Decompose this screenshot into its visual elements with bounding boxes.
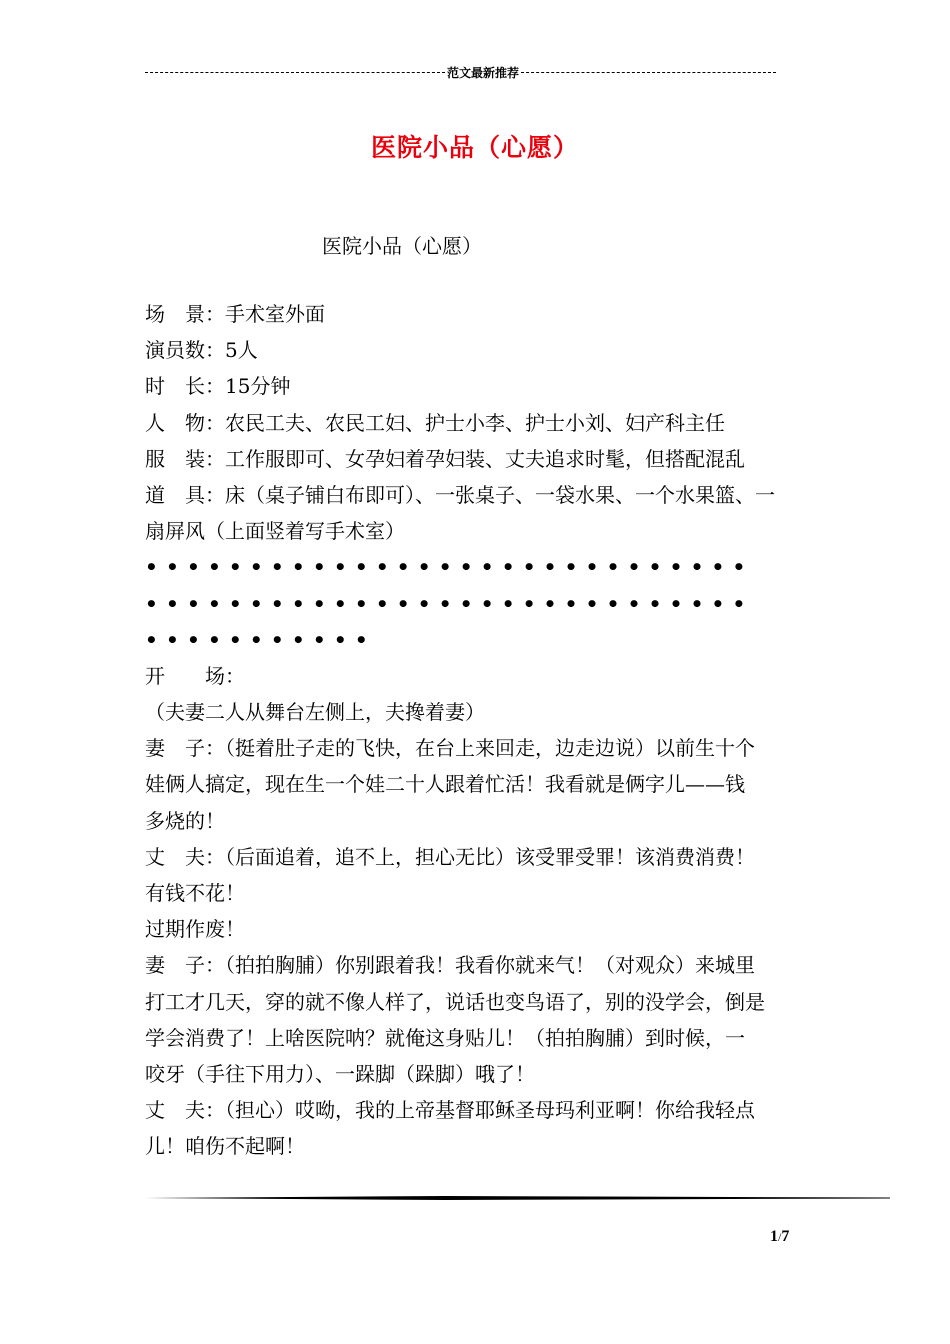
body-line: 儿！咱伤不起啊！: [145, 1134, 305, 1159]
body-line: 丈 夫：（担心）哎呦，我的上帝基督耶稣圣母玛利亚啊！你给我轻点: [145, 1098, 755, 1123]
body-line: 场 景：手术室外面: [145, 302, 325, 326]
page-header: [145, 64, 790, 81]
page-separator: /: [778, 1230, 782, 1244]
dot-separator-line: •••••••••••: [145, 627, 376, 652]
body-line: 打工才几天，穿的就不像人样了，说话也变鸟语了，别的没学会，倒是: [145, 989, 765, 1014]
page-total: 7: [781, 1228, 790, 1245]
page-number: [770, 1228, 789, 1246]
body-line: 人 物：农民工夫、农民工妇、护士小李、护士小刘、妇产科主任: [145, 410, 725, 435]
document-body: [145, 296, 810, 1165]
dot-separator-line: •••••••••••••••••••••••••••••: [145, 555, 754, 580]
body-line: 学会消费了！上啥医院呐？就俺这身贴儿！（拍拍胸脯）到时候，一: [145, 1025, 745, 1050]
body-line: 咬牙（手往下用力）、一跺脚（跺脚）哦了！: [145, 1061, 535, 1086]
body-line: 娃俩人搞定，现在生一个娃二十人跟着忙活！我看就是俩字儿——钱: [145, 772, 745, 797]
document-title: 医院小品（心愿）: [370, 133, 579, 162]
body-line: 过期作废！: [145, 917, 245, 942]
body-line: 妻 子：（挺着肚子走的飞快，在台上来回走，边走边说）以前生十个: [145, 736, 755, 761]
document-subtitle: 医院小品（心愿）: [322, 234, 482, 258]
header-dash-left: [145, 72, 445, 73]
body-line: 丈 夫：（后面追着，追不上，担心无比）该受罪受罪！该消费消费！: [145, 844, 755, 869]
page-current: 1: [770, 1228, 778, 1245]
body-line: 道 具：床（桌子铺白布即可）、一张桌子、一袋水果、一个水果篮、一: [145, 482, 775, 507]
header-label: 范文最新推荐: [447, 66, 520, 80]
footer-rule: [145, 1196, 890, 1200]
dot-separator-line: •••••••••••••••••••••••••••••: [145, 591, 754, 616]
body-line: 演员数：5人: [145, 338, 258, 363]
footer-rule-shape: [145, 1196, 890, 1200]
body-line: 扇屏风（上面竖着写手术室）: [145, 519, 405, 544]
body-line: 妻 子：（拍拍胸脯）你别跟着我！我看你就来气！（对观众）来城里: [145, 953, 755, 978]
header-dash-right: [521, 72, 776, 73]
body-line: 服 装：工作服即可、女孕妇着孕妇装、丈夫追求时髦，但搭配混乱: [145, 446, 745, 471]
body-line: 有钱不花！: [145, 881, 245, 905]
body-line: 时 长：15分钟: [145, 374, 291, 399]
body-line: 开 场：: [145, 663, 245, 688]
body-line: 多烧的！: [145, 808, 225, 833]
body-line: （夫妻二人从舞台左侧上，夫搀着妻）: [145, 700, 485, 725]
